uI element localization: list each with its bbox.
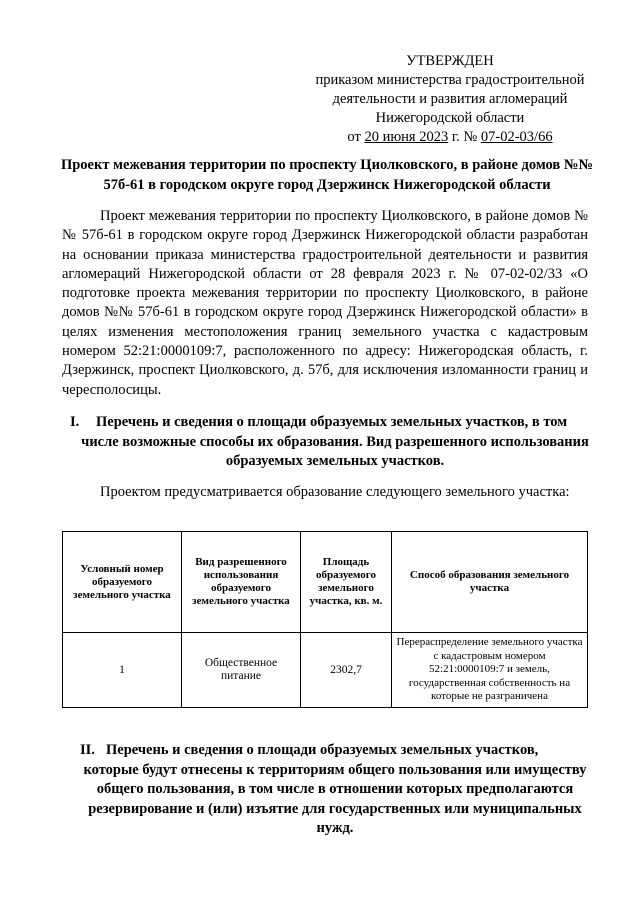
approval-line-3: Нижегородской области bbox=[375, 110, 525, 126]
cell-use: Общественное питание bbox=[182, 633, 301, 708]
approval-date: 20 июня 2023 bbox=[364, 129, 449, 145]
section-2-first-line: Перечень и сведения о площади образуемых земельных участков, bbox=[106, 742, 539, 758]
document-title: Проект межевания территории по проспекту Циолковского, в районе домов №№ 57б-61 в городском округе город Дзержинск Нижегородской области bbox=[60, 157, 594, 193]
section-1-rest: числе возможные способы их образования. Вид разрешенного использования образуемых земельных участков. bbox=[81, 433, 589, 469]
section-1-first-line: Перечень и сведения о площади образуемых земельных участков, в том bbox=[96, 414, 568, 430]
approval-date-line bbox=[300, 128, 600, 147]
approval-title: УТВЕРЖДЕН bbox=[406, 53, 494, 69]
section-1-number: I. bbox=[70, 414, 80, 430]
table-header-row bbox=[63, 532, 588, 633]
approval-line-2: деятельности и развития агломераций bbox=[332, 91, 568, 107]
approval-line-1: приказом министерства градостроительной bbox=[315, 72, 585, 88]
land-plots-table bbox=[62, 531, 588, 708]
table-header-area: Площадь образуемого земельного участка, кв. м. bbox=[301, 532, 392, 633]
cell-area: 2302,7 bbox=[301, 633, 392, 708]
intro-text: Проект межевания территории по проспекту Циолковского, в районе домов №№ 57б-61 в городском округе город Дзержинск Нижегородской области разработан на основании приказа министерства градостроительной деятельности и развития агломераций Нижегородской области от 28 февраля 2023 г. № 07-02-02/33 «О подготовке проекта межевания территории по проспекту Циолковского, в районе домов №№ 57б-61 в городском округе город Дзержинск Нижегородской области» в целях изменения местоположения границ земельного участка с кадастровым номером 52:21:0000109:7, расположенного по адресу: Нижегородская область, г. Дзержинск, проспект Циолковского, д. 57б, для исключения изломанности границ и чересполосицы. bbox=[62, 208, 588, 398]
table-header-use: Вид разрешенного использования образуемого земельного участка bbox=[182, 532, 301, 633]
table-row bbox=[63, 633, 588, 708]
section-2-rest: которые будут отнесены к территориям общего пользования или имуществу общего пользования, в том числе в отношении которых предполагаются резервирование и (или) изъятие для государственных или муниципальных нужд. bbox=[83, 761, 587, 836]
table-header-method: Способ образования земельного участка bbox=[392, 532, 588, 633]
table-header-number: Условный номер образуемого земельного участка bbox=[63, 532, 182, 633]
section-1-lead-text: Проектом предусматривается образование следующего земельного участка: bbox=[100, 484, 570, 500]
approval-stamp bbox=[300, 52, 600, 147]
intro-paragraph bbox=[62, 207, 588, 400]
section-1-lead bbox=[62, 483, 588, 502]
section-2-number: II. bbox=[80, 742, 95, 758]
cell-number: 1 bbox=[63, 633, 182, 708]
section-2-heading bbox=[80, 741, 590, 839]
approval-number-prefix: г. № bbox=[448, 129, 481, 145]
approval-date-prefix: от bbox=[347, 129, 365, 145]
section-1-heading bbox=[70, 413, 600, 472]
approval-number: 07-02-03/66 bbox=[480, 129, 553, 145]
cell-method: Перераспределение земельного участка с кадастровым номером 52:21:0000109:7 и земель, государственная собственность на которые не разграничена bbox=[392, 633, 588, 708]
